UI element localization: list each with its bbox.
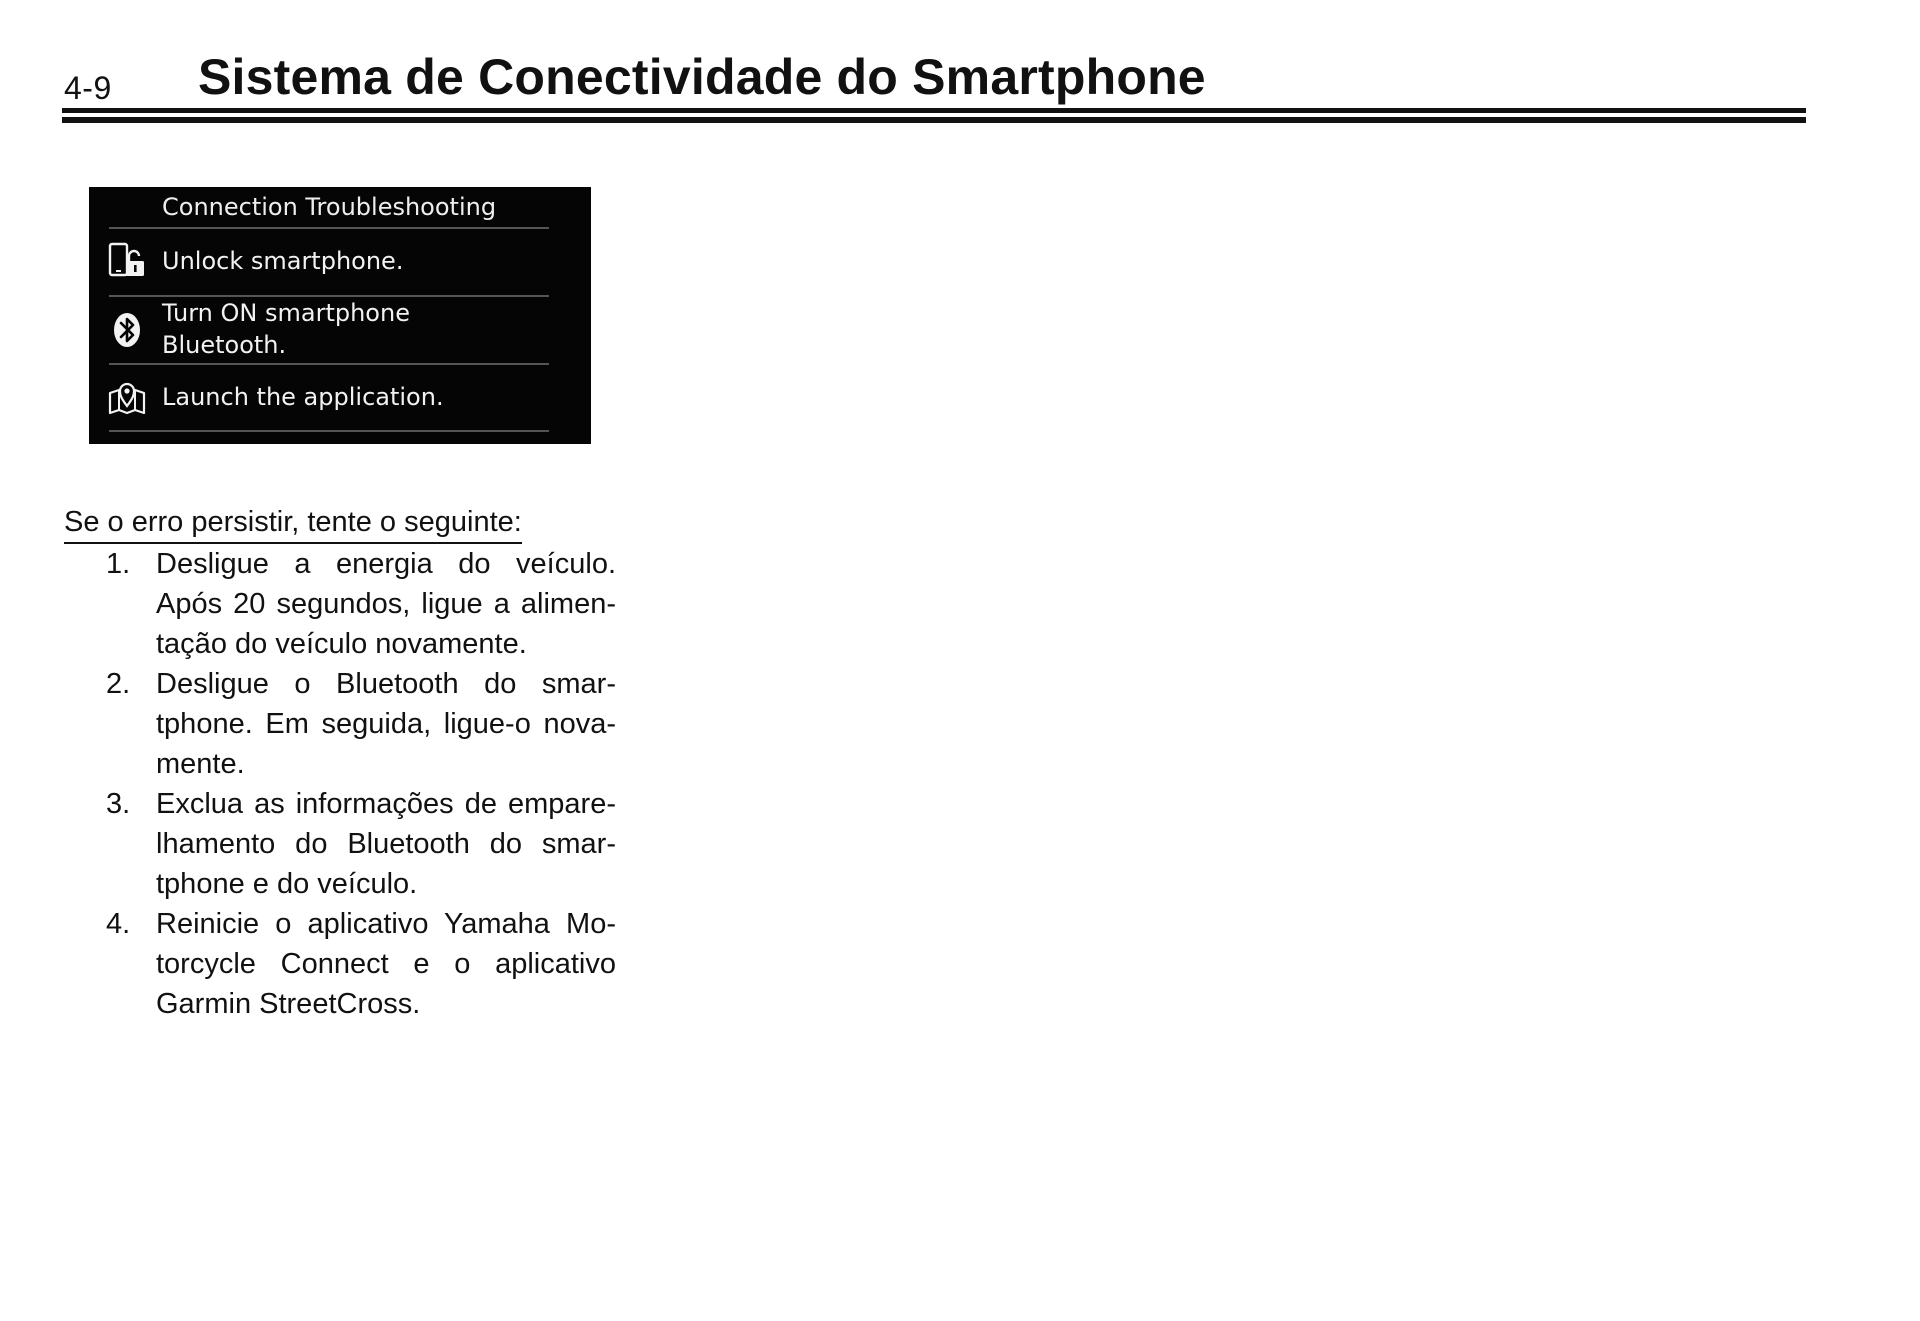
screen-divider	[109, 430, 549, 432]
step-text-line: Desligue a energia do veículo.	[156, 548, 616, 580]
step-text-line: torcycle Connect e o aplicativo	[156, 948, 616, 980]
step-text-line: mente.	[156, 748, 245, 780]
screen-item-label: Launch the application.	[162, 383, 444, 411]
step-text-line: tphone e do veículo.	[156, 868, 418, 900]
step-number: 3.	[106, 788, 131, 820]
lead-sentence: Se o erro persistir, tente o seguinte:	[64, 503, 522, 544]
phone-unlock-icon	[107, 241, 147, 281]
step-text-line: Garmin StreetCross.	[156, 988, 421, 1020]
step-text-line: lhamento do Bluetooth do smar-	[156, 828, 616, 860]
screen-item-launch	[89, 365, 591, 431]
chapter-title: Sistema de Conectividade do Smartphone	[198, 49, 1206, 105]
map-pin-icon	[107, 377, 147, 417]
list-item	[64, 544, 616, 664]
screen-item-label: Unlock smartphone.	[162, 247, 404, 275]
page-header	[62, 44, 1806, 124]
list-item	[64, 784, 616, 904]
header-rule-thick	[62, 108, 1806, 113]
step-text-line: Exclua as informações de empare-	[156, 788, 616, 820]
step-text-line: Após 20 segundos, ligue a alimen-	[156, 588, 616, 620]
screen-item-unlock	[89, 229, 591, 295]
step-number: 1.	[106, 548, 131, 580]
step-number: 4.	[106, 908, 131, 940]
screen-item-bluetooth	[89, 297, 591, 363]
step-text-line: tação do veículo novamente.	[156, 628, 527, 660]
step-text-line: Desligue o Bluetooth do smar-	[156, 668, 616, 700]
bluetooth-icon	[107, 310, 147, 350]
page-number: 4-9	[64, 70, 112, 106]
screen-item-label: Turn ON smartphone	[162, 299, 410, 327]
screen-item-label: Bluetooth.	[162, 331, 287, 359]
list-item	[64, 904, 616, 1024]
screen-title: Connection Troubleshooting	[162, 193, 497, 221]
step-text-line: tphone. Em seguida, ligue-o nova-	[156, 708, 616, 740]
step-number: 2.	[106, 668, 131, 700]
step-text-line: Reinicie o aplicativo Yamaha Mo-	[156, 908, 616, 940]
connection-troubleshooting-screen	[89, 187, 591, 444]
troubleshooting-text	[64, 502, 624, 1024]
steps-list	[64, 544, 624, 1024]
header-rule-thin	[62, 117, 1806, 123]
list-item	[64, 664, 616, 784]
